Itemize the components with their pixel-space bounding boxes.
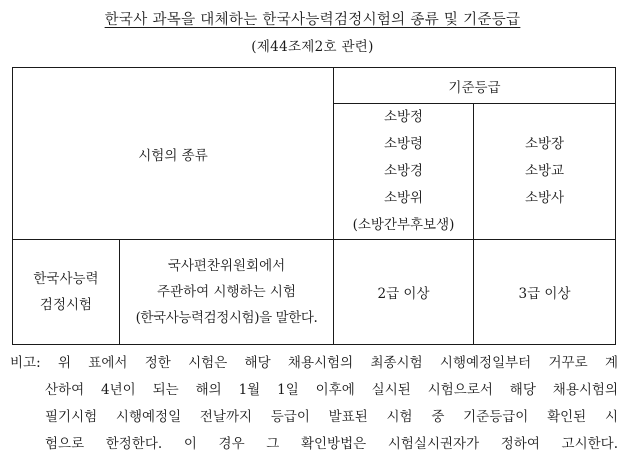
note-line: 비고: 위 표에서 정한 시험은 해당 채용시험의 최종시험 시행예정일부터 거꾸로 계 (10, 355, 618, 371)
exam-description-cell (120, 240, 334, 345)
document-title-text: 한국사 과목을 대체하는 한국사능력검정시험의 종류 및 기준등급 (104, 12, 521, 28)
document-title (0, 8, 625, 29)
note-line: 험으로 한정한다. 이 경우 그 확인방법은 시험실시권자가 정하여 고시한다. (45, 436, 618, 452)
exam-description-line: (한국사능력검정시험)을 말한다. (135, 310, 318, 326)
grade-b-cell: 3급 이상 (474, 240, 616, 345)
exam-description-line: 주관하여 시행하는 시험 (157, 284, 296, 300)
exam-description-line: 국사편찬위원회에서 (167, 258, 286, 274)
grade-a-cell: 2급 이상 (334, 240, 474, 345)
rank-item: (소방간부후보생) (352, 217, 455, 233)
rank-item: 소방정 (383, 109, 424, 125)
note-line: 산하여 4년이 되는 해의 1월 1일 이후에 실시된 시험으로서 해당 채용시험의 (45, 382, 618, 398)
exam-name-cell (13, 240, 120, 345)
rank-item: 소방사 (524, 190, 565, 206)
rank-group-a (334, 104, 474, 240)
exam-name-line: 한국사능력 (33, 271, 99, 287)
rank-item: 소방령 (383, 136, 424, 152)
note-line: 필기시험 시행예정일 전날까지 등급이 발표된 시험 중 기준등급이 확인된 시 (45, 409, 618, 425)
grade-table (12, 67, 616, 345)
note-block (10, 350, 618, 458)
rank-item: 소방장 (524, 136, 565, 152)
rank-item: 소방경 (383, 163, 424, 179)
exam-name-line: 검정시험 (39, 297, 93, 313)
rank-item: 소방위 (383, 190, 424, 206)
rank-item: 소방교 (524, 163, 565, 179)
header-standard-grade: 기준등급 (334, 68, 616, 104)
header-exam-type: 시험의 종류 (13, 68, 334, 240)
document-subtitle: (제44조제2호 관련) (251, 39, 374, 55)
rank-group-b (474, 104, 616, 240)
